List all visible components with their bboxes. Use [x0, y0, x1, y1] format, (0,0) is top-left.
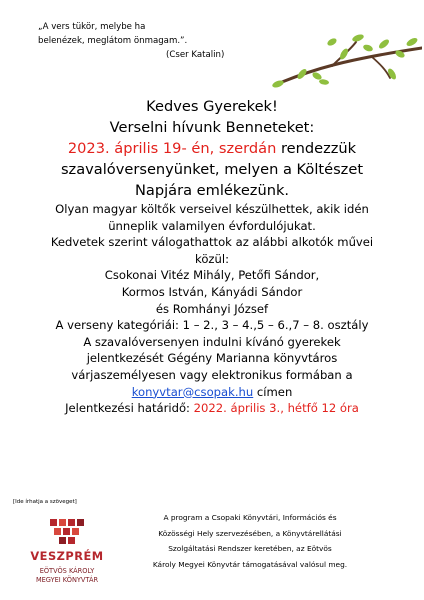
quote-line: „A vers tükör, melybe ha — [38, 22, 146, 32]
quote-author: (Cser Katalin) — [166, 50, 225, 60]
corner-note: [Ide írhatja a szöveget] — [13, 499, 77, 505]
quote-block — [38, 20, 258, 62]
email-suffix: címen — [253, 384, 293, 399]
signup-line: A szavalóversenyen indulni kívánó gyerekek — [83, 334, 341, 349]
deadline-label: Jelentkezési határidő: — [65, 401, 194, 416]
footer-line: Közösségi Hely szervezésében, a Könyvtárellátási — [158, 528, 342, 538]
event-date: 2023. április 19- én, szerdán — [67, 140, 277, 157]
signup-line: jelentkezését Gégény Marianna könyvtáros — [86, 351, 338, 366]
branch-illustration — [272, 30, 422, 88]
footer-note — [130, 510, 370, 572]
footer-line: Szolgáltatási Rendszer keretében, az Eötvös — [168, 544, 332, 553]
para1-line: Olyan magyar költők verseivel készülhettek, akik idén — [55, 202, 369, 216]
logo-mark-icon — [12, 515, 122, 549]
invitation-body — [0, 96, 424, 417]
para1-line: ünneplik valamilyen évfordulójukat. — [108, 218, 316, 233]
deadline-date: 2022. április 3., hétfő 12 óra — [193, 401, 359, 416]
poets-line: Csokonai Vitéz Mihály, Petőfi Sándor, — [104, 268, 320, 283]
deadline-line — [0, 400, 424, 417]
library-logo — [12, 515, 122, 593]
email-link[interactable]: konyvtar@csopak.hu — [131, 384, 254, 399]
poets-line: és Romhányi József — [155, 301, 269, 316]
poetry-day-line: Napjára emlékezünk. — [134, 182, 290, 199]
greeting: Kedves Gyerekek! — [146, 98, 278, 115]
logo-sub: EÖTVÖS KÁROLY — [39, 567, 95, 575]
quote-line: belenézek, meglátom önmagam.”. — [38, 36, 188, 46]
poets-line: Kormos István, Kányádi Sándor — [121, 284, 303, 299]
logo-word: VESZPRÉM — [30, 549, 104, 563]
date-line — [0, 138, 424, 159]
para2-line: közül: — [195, 251, 229, 266]
signup-line: várjaszemélyesen vagy elektronikus formában a — [71, 367, 353, 382]
date-rest: rendezzük — [276, 140, 357, 157]
para2-line: Kedvetek szerint válogathattok az alábbi alkotók művei — [50, 235, 374, 250]
footer-line: A program a Csopaki Könyvtári, Információs és — [163, 513, 337, 522]
footer-line: Károly Megyei Könyvtár támogatásával valósul meg. — [152, 559, 348, 569]
email-line — [0, 384, 424, 401]
logo-sub: MEGYEI KÖNYVTÁR — [35, 576, 99, 584]
categories-line: A verseny kategóriái: 1 – 2., 3 – 4.,5 – 6.,7 – 8. osztály — [55, 318, 369, 333]
invite-line: Verselni hívunk Benneteket: — [109, 119, 315, 136]
contest-line: szavalóversenyünket, melyen a Költészet — [60, 161, 364, 178]
